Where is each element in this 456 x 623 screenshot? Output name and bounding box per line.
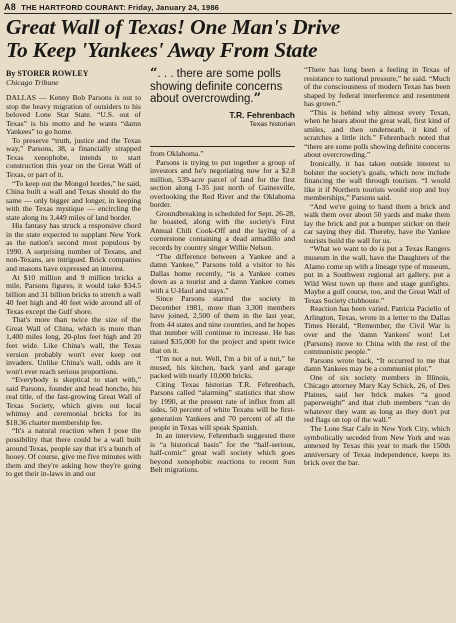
article-paragraph: Groundbreaking is scheduled for Sept. 26-28, he boasted, along with the society's First Annual Chili Cook-Off and the laying of a cornerstone containing a dead armadillo and records by country singer Willie Nelson. [150, 208, 295, 253]
article-paragraph: His fantasy has struck a responsive chord in the state expected to supplant New York as the nation's second most populous by 1990. A surprising number of Texans, and non-Texans, are intrigued. Brick companies and masons have expressed an interest. [6, 221, 141, 274]
article-paragraph: Citing Texas historian T.R. Fehrenbach, Parsons called “alarming” statistics that show by 1990, at the present rate of influx from all sides, 50 percent of white Texans will be first-generation Yankees and 70 percent of all the people in Texas will speak Spanish. [150, 379, 295, 432]
article-paragraph: At $10 million and 9 million bricks a mile, Parsons figures, it would take $34.5 billion and 31 billion bricks to stretch a wall 40 feet high and 40 feet wide around all of Texas except the Gulf shore. [6, 272, 141, 316]
page-number: A8 [4, 2, 16, 12]
pull-quote-rule [150, 146, 295, 147]
pull-quote-text: . . . there are some polls showing definite concerns about overcrowding. [150, 68, 283, 105]
article-paragraph: “There has long been a feeling in Texas of resistance to national pressure,” he said. “Much of the consciousness of modern Texas has been shaped by federal interference and resentment has grown.” [304, 65, 450, 109]
article-column-2 [150, 150, 295, 475]
headline-line-1: Great Wall of Texas! One Man's Drive [6, 15, 341, 39]
publication-dateline: THE HARTFORD COURANT: Friday, January 24, 1986 [21, 3, 220, 12]
article-column-3 [304, 66, 450, 468]
article-paragraph: That's more than twice the size of the Great Wall of China, which is more than 1,400 miles long, 20-plus feet high and 20 feet wide. Like China's wall, the Texas version probably won't ever keep out invaders. Unlike China's wall, odds are it won't ever reach serious proportions. [6, 315, 141, 376]
column-1-body [6, 94, 141, 479]
article-column-1 [6, 68, 141, 479]
pull-quote-role: Texas historian [249, 120, 295, 128]
pull-quote [150, 68, 295, 128]
article-paragraph: In an interview, Fehrenbach suggested there is “a historical basis” for the “half-serious, half-comic” great wall society which goes beyond xenophobic reactions to recent Sun Belt migrations. [150, 431, 295, 475]
page-header [4, 2, 452, 12]
article-paragraph: “It's a natural reaction when I pose the possibility that there could be a wall built around Texas, people say that it's a bunch of hooey. Of course, give me five minutes with them and they're asking how they're going to get their in-laws in and out [6, 426, 141, 479]
article-paragraph: One of six society members in Illinois, Chicago attorney Mary Kay Schick, 26, of Des Plaines, said her brick makes “a good paperweight” and that club members “can do whatever they want as long as they don't put red flags on top of the wall.” [304, 372, 450, 425]
pull-quote-text-block [150, 68, 295, 106]
article-paragraph: The Lone Star Cafe in New York City, which symbolically seceded from New York and was annexed by Texas this year to mark the 150th anniversary of Texas independence, keeps its brick over the bar. [304, 423, 450, 468]
article-paragraph: DALLAS — Kenny Bob Parsons is out to stop the heavy migration of outsiders to his beloved Lone Star State. “U.S. out of Texas” is his motto and he wants “damn Yankees” to go home. [6, 93, 141, 137]
article-paragraph: “And we're going to hand them a brick and walk them over about 50 yards and make them lay the brick and put a bumper sticker on their car saying they did. Thereby, have the Yankee tourists build the wall for us. [304, 201, 450, 245]
close-quote-mark: ” [253, 91, 262, 106]
article-paragraph: Parsons is trying to put together a group of investors and he's negotiating now for a $2.8 million, 539-acre parcel of land for the first section along I-35 just north of Gainesville, overlooking the Red River and the Oklahoma border. [150, 157, 295, 210]
article-paragraph: Ironically, it has taken outside interest to bolster the society's goals, which now include financing the wall through tourism. “I would like it if Northern tourists would stop and buy memberships,” Parsons said. [304, 159, 450, 203]
article-paragraph: “This is behind why almost every Texan, when he hears about the great wall, first kind of smiles, and then underneath, it kind of scratches a little itch.” Fehrenbach noted that “there are some polls showing definite concerns about overcrowding.” [304, 107, 450, 160]
byline-author: By STORER ROWLEY [6, 69, 89, 78]
article-paragraph: Since Parsons started the society in December 1981, more than 3,300 members have joined, 2,500 of them in the last year, from 44 states and nine countries, and he hopes that number will continue to increase. He has raised $35,000 for the project and spent twice that on it. [150, 294, 295, 355]
article-paragraph: Parsons wrote back, “It occurred to me that damn Yankees may be a communist plot.” [304, 355, 450, 374]
article-paragraph: “What we want to do is put a Texas Rangers museum in the wall, have the Daughters of the Alamo come up with a lineage type of museum, put in a Southwest regional art gallery, put a Wild West town up there and stage gunfights. Maybe a golf course, too, and the Great Wall of Texas Society clubhouse.” [304, 244, 450, 305]
article-paragraph: “I'm not a nut. Well, I'm a bit of a nut,” he mused, his kitchen, back yard and garage packed with nearly 10,000 bricks. [150, 354, 295, 381]
column-3-body [304, 66, 450, 468]
article-paragraph: To preserve “truth, justice and the Texas way,” Parsons, 38, a financially strapped Texas xenophobe, intends to start construction this year on the Great Wall of Texas, or part of it. [6, 135, 141, 180]
headline-line-2: To Keep 'Yankees' Away From State [6, 38, 318, 62]
headline [6, 16, 450, 62]
article-paragraph: “The difference between a Yankee and a damn Yankee,” Parsons told a visitor to his Dallas home recently, “is a Yankee comes down as a tourist and a damn Yankee comes with a U-Haul and stays.” [150, 251, 295, 295]
column-2-body [150, 150, 295, 475]
article-paragraph: “To keep out the Mongol hordes,” he said, China built a wall and Texas should do the same — only bigger and longer, in keeping with the Texas mystique — encircling the state along its 3,449 miles of land border. [6, 178, 141, 222]
article-paragraph: from Oklahoma.” [150, 149, 204, 158]
article-paragraph: Reaction has been varied. Patricia Paciello of Arlington, Texas, wrote in a letter to the Dallas Times Herald, “Remember, the Civil War is over and the 'damn Yankees' won! Let (Parsons) move to China with the rest of the communistic people.” [304, 304, 450, 357]
byline-org: Chicago Tribune [6, 77, 59, 87]
open-quote-mark: “ [150, 66, 158, 81]
header-rule [4, 13, 452, 14]
pull-quote-attribution: T.R. Fehrenbach [229, 109, 295, 120]
article-paragraph: “Everybody is skeptical to start with,” said Parsons, founder and head honcho, his real title, of the fast-growing Great Wall of Texas Society, which gives out local whimsy and ceremonial bricks for its $18.36 charter membership fee. [6, 375, 141, 427]
